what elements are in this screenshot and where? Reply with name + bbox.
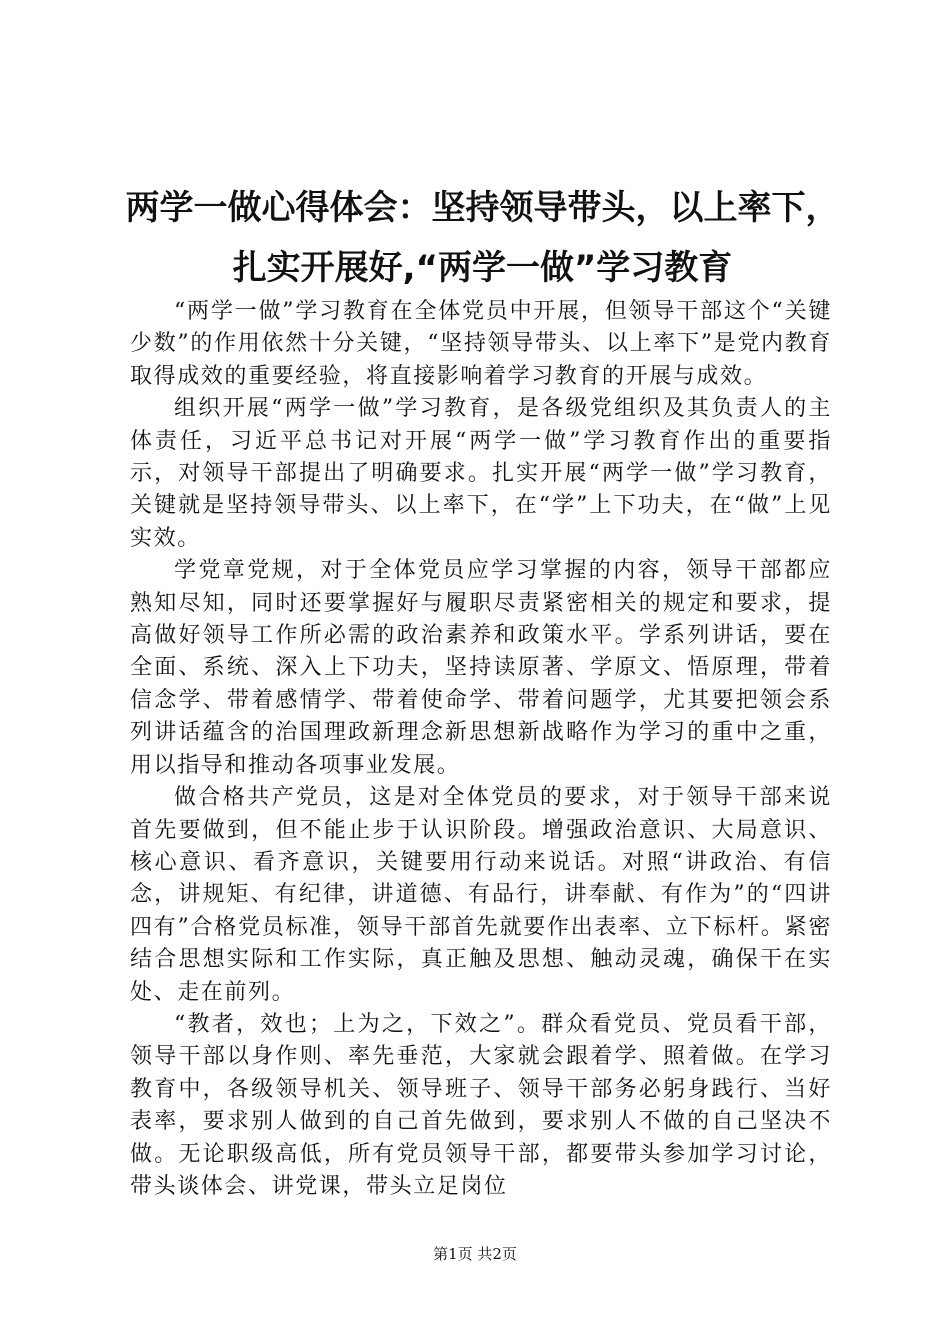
document-title-line-1: 两学一做心得体会：坚持领导带头，以上率下， [125, 188, 840, 228]
document-title-line-2: 扎实开展好,“两学一做”学习教育 [232, 248, 733, 288]
paragraph: “两学一做”学习教育在全体党员中开展，但领导干部这个“关键少数”的作用依然十分关键，“坚持领导带头、以上率下”是党内教育取得成效的重要经验，将直接影响着学习教育的开展与成效。 [130, 299, 832, 389]
paragraph: 学党章党规，对于全体党员应学习掌握的内容，领导干部都应熟知尽知，同时还要掌握好与履职尽责紧密相关的规定和要求，提高做好领导工作所必需的政治素养和政策水平。学系列讲话，要在全面、系统、深入上下功夫，坚持读原著、学原文、悟原理，带着信念学、带着感情学、带着使命学、带着问题学，尤其要把领会系列讲话蕴含的治国理政新理念新思想新战略作为学习的重中之重，用以指导和推动各项事业发展。 [130, 558, 832, 778]
paragraph: 做合格共产党员，这是对全体党员的要求，对于领导干部来说首先要做到，但不能止步于认识阶段。增强政治意识、大局意识、核心意识、看齐意识，关键要用行动来说话。对照“讲政治、有信念，讲规矩、有纪律，讲道德、有品行，讲奉献、有作为”的“四讲四有”合格党员标准，领导干部首先就要作出表率、立下标杆。紧密结合思想实际和工作实际，真正触及思想、触动灵魂，确保干在实处、走在前列。 [130, 785, 832, 1005]
document-body [130, 296, 832, 1203]
paragraph: “教者，效也；上为之，下效之”。群众看党员、党员看干部，领导干部以身作则、率先垂范，大家就会跟着学、照着做。在学习教育中，各级领导机关、领导班子、领导干部务必躬身践行、当好表率，要求别人做到的自己首先做到，要求别人不做的自己坚决不做。无论职级高低，所有党员领导干部，都要带头参加学习讨论，带头谈体会、讲党课，带头立足岗位 [130, 1011, 832, 1199]
paragraph: 组织开展“两学一做”学习教育，是各级党组织及其负责人的主体责任，习近平总书记对开展“两学一做”学习教育作出的重要指示，对领导干部提出了明确要求。扎实开展“两学一做”学习教育，关键就是坚持领导带头、以上率下，在“学”上下功夫，在“做”上见实效。 [130, 396, 832, 551]
page-footer: 第1页 共2页 [433, 1245, 517, 1263]
